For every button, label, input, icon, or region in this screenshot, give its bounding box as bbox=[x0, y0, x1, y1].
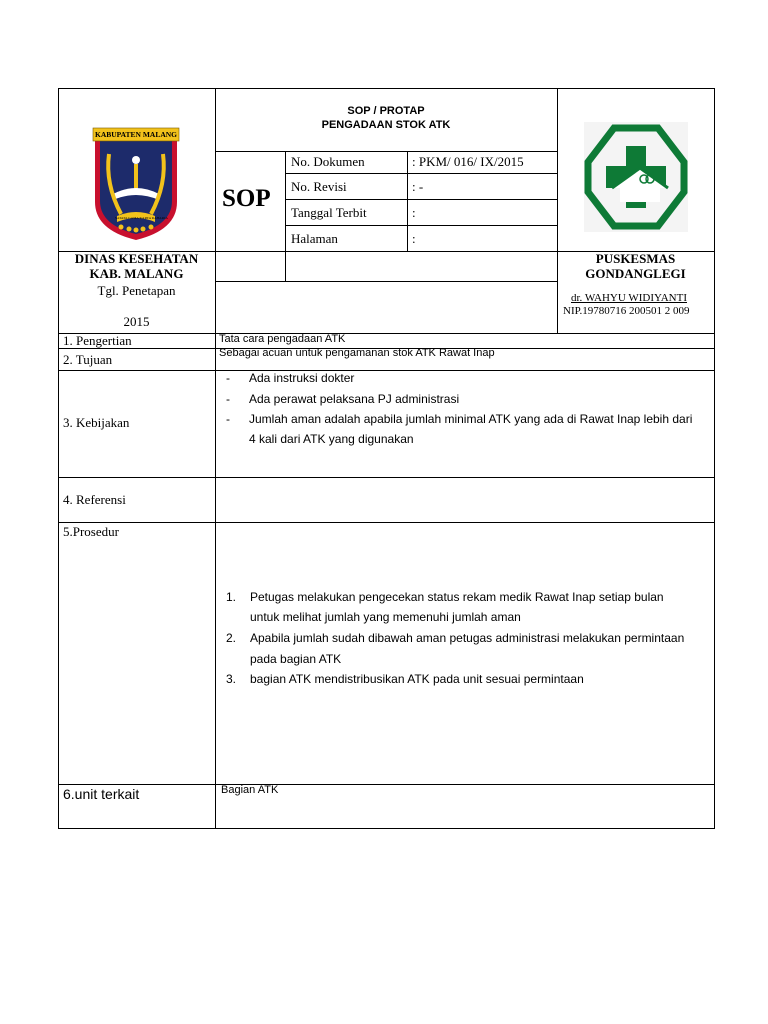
revision-label: No. Revisi bbox=[291, 179, 347, 194]
list-item-continuation: 4 kali dari ATK yang digunakan bbox=[249, 432, 414, 446]
list-bullet: - bbox=[226, 371, 230, 385]
signer-nip: NIP.19780716 200501 2 009 bbox=[563, 305, 690, 317]
step-number: 1. bbox=[226, 590, 237, 604]
right-organization bbox=[557, 251, 714, 281]
left-org-line-1: DINAS KESEHATAN bbox=[74, 251, 199, 266]
kabupaten-malang-logo bbox=[91, 124, 181, 242]
logo-motto-text: SATATA GAMA KARTA RAHARJA bbox=[115, 216, 168, 220]
signer-name: dr. WAHYU WIDIYANTI bbox=[571, 292, 687, 304]
penetapan-label: Tgl. Penetapan bbox=[97, 283, 176, 298]
logo-banner-text: KABUPATEN MALANG bbox=[94, 130, 177, 139]
unit-terkait-text: Bagian ATK bbox=[221, 784, 279, 796]
list-item: Jumlah aman adalah apabila jumlah minimal ATK yang ada di Rawat Inap lebih dari bbox=[249, 412, 693, 426]
step-number: 3. bbox=[226, 672, 237, 686]
step-text-continuation: untuk melihat jumlah yang memenuhi jumlah aman bbox=[250, 610, 521, 624]
puskesmas-logo bbox=[584, 122, 688, 232]
left-organization bbox=[58, 251, 215, 281]
step-text: Petugas melakukan pengecekan status rekam medik Rawat Inap setiap bulan bbox=[250, 590, 664, 604]
step-text: Apabila jumlah sudah dibawah aman petugas administrasi melakukan permintaan bbox=[250, 631, 685, 645]
doc-number-value: : PKM/ 016/ IX/2015 bbox=[412, 154, 524, 169]
step-number: 2. bbox=[226, 631, 237, 645]
doc-number-label: No. Dokumen bbox=[291, 154, 365, 169]
referensi-label: 4. Referensi bbox=[63, 492, 126, 507]
tujuan-text: Sebagai acuan untuk pengamanan stok ATK Rawat Inap bbox=[219, 347, 495, 359]
title-line-1: SOP / PROTAP bbox=[347, 105, 425, 117]
right-org-line-2: GONDANGLEGI bbox=[585, 266, 686, 281]
pengertian-label: 1. Pengertian bbox=[63, 333, 132, 348]
list-item: Ada perawat pelaksana PJ administrasi bbox=[249, 392, 460, 406]
kebijakan-label: 3. Kebijakan bbox=[63, 415, 130, 430]
step-text: bagian ATK mendistribusikan ATK pada unit sesuai permintaan bbox=[250, 672, 584, 686]
issue-date-label: Tanggal Terbit bbox=[291, 205, 367, 220]
list-bullet: - bbox=[226, 412, 230, 426]
list-bullet: - bbox=[226, 392, 230, 406]
page-label: Halaman bbox=[291, 231, 338, 246]
penetapan-year: 2015 bbox=[123, 314, 150, 329]
prosedur-label: 5.Prosedur bbox=[63, 524, 119, 539]
left-org-line-2: KAB. MALANG bbox=[89, 266, 184, 281]
sop-label: SOP bbox=[222, 185, 271, 212]
issue-date-value: : bbox=[412, 205, 416, 220]
tujuan-label: 2. Tujuan bbox=[63, 352, 113, 367]
right-org-line-1: PUSKESMAS bbox=[595, 251, 676, 266]
revision-value: : - bbox=[412, 179, 424, 194]
step-text-continuation: pada bagian ATK bbox=[250, 652, 342, 666]
page-value: : bbox=[412, 231, 416, 246]
list-item: Ada instruksi dokter bbox=[249, 371, 355, 385]
document-title bbox=[215, 104, 557, 132]
title-line-2: PENGADAAN STOK ATK bbox=[321, 119, 451, 131]
pengertian-text: Tata cara pengadaan ATK bbox=[219, 333, 346, 345]
unit-terkait-label: 6.unit terkait bbox=[63, 786, 140, 802]
